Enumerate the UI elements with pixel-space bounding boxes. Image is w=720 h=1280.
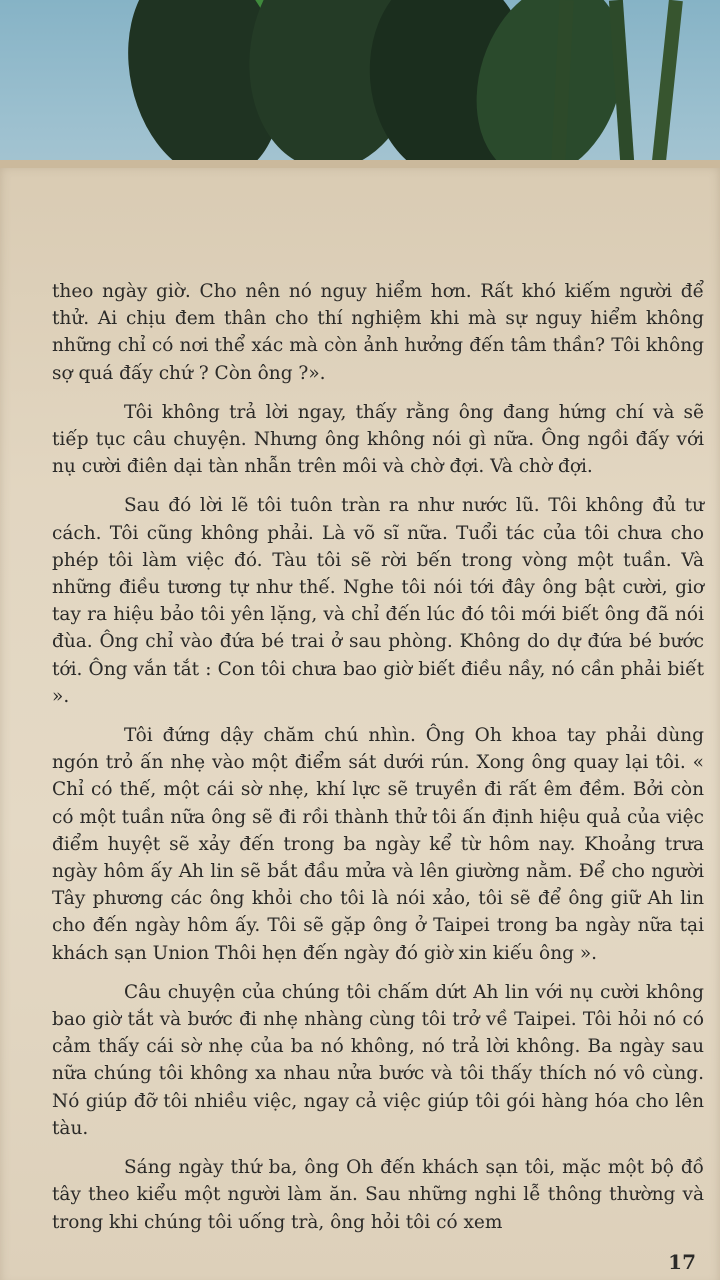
paragraph: Sau đó lời lẽ tôi tuôn tràn ra như nước lũ. Tôi không đủ tư cách. Tôi cũng không phải. Là võ sĩ nữa. Tuổi tác của tôi chưa cho phép tôi làm việc đó. Tàu tôi sẽ rời bến trong vòng một tuần. Và những điều tương tự như thế. Nghe tôi nói tới đây ông bật cười, giơ tay ra hiệu bảo tôi yên lặng, và chỉ đến lúc đó tôi mới biết ông đã nói đùa. Ông chỉ vào đứa bé trai ở sau phòng. Không do dự đứa bé bước tới. Ông vắn tắt : Con tôi chưa bao giờ biết điều nầy, nó cần phải biết ». [52,495,704,707]
page-number: 17 [668,1250,696,1274]
paragraph: Sáng ngày thứ ba, ông Oh đến khách sạn tôi, mặc một bộ đồ tây theo kiểu một người làm ăn. Sau những nghi lễ thông thường và trong khi chúng tôi uống trà, ông hỏi tôi có xem [52,1157,704,1233]
paragraph: Câu chuyện của chúng tôi chấm dứt Ah lin với nụ cười không bao giờ tắt và bước đi nhẹ nhàng cùng tôi trở về Taipei. Tôi hỏi nó có cảm thấy cái sờ nhẹ của ba nó không, nó trả lời không. Ba ngày sau nữa chúng tôi không xa nhau nửa bước và tôi thấy thích nó vô cùng. Nó giúp đỡ tôi nhiều việc, ngay cả việc giúp tôi gói hàng hóa cho lên tàu. [52,981,704,1139]
book-page [0,160,720,1280]
paragraph: Tôi đứng dậy chăm chú nhìn. Ông Oh khoa tay phải dùng ngón trỏ ấn nhẹ vào một điểm sát dưới rún. Xong ông quay lại tôi. « Chỉ có thế, một cái sờ nhẹ, khí lực sẽ truyền đi rất êm đềm. Bởi còn có một tuần nữa ông sẽ đi rồi thành thử tôi ấn định hiệu quả của việc điểm huyệt sẽ xảy đến trong ba ngày kể từ hôm nay. Khoảng trưa ngày hôm ấy Ah lin sẽ bắt đầu mửa và lên giường nằm. Để cho người Tây phương các ông khỏi cho tôi là nói xảo, tôi sẽ để ông giữ Ah lin cho đến ngày hôm ấy. Tôi sẽ gặp ông ở Taipei trong ba ngày nữa tại khách sạn Union Thôi hẹn đến ngày đó giờ xin kiếu ông ». [52,725,704,964]
paragraph: theo ngày giờ. Cho nên nó nguy hiểm hơn. Rất khó kiếm người để thử. Ai chịu đem thân cho thí nghiệm khi mà sự nguy hiểm không những chỉ có nơi thể xác mà còn ảnh hưởng đến tâm thần? Tôi không sợ quá đấy chứ ? Còn ông ?». [52,281,704,384]
paragraph: Tôi không trả lời ngay, thấy rằng ông đang hứng chí và sẽ tiếp tục câu chuyện. Nhưng ông không nói gì nữa. Ông ngồi đấy với nụ cười điên dại tàn nhẫn trên môi và chờ đợi. Và chờ đợi. [52,401,704,478]
page-text [52,278,704,1248]
